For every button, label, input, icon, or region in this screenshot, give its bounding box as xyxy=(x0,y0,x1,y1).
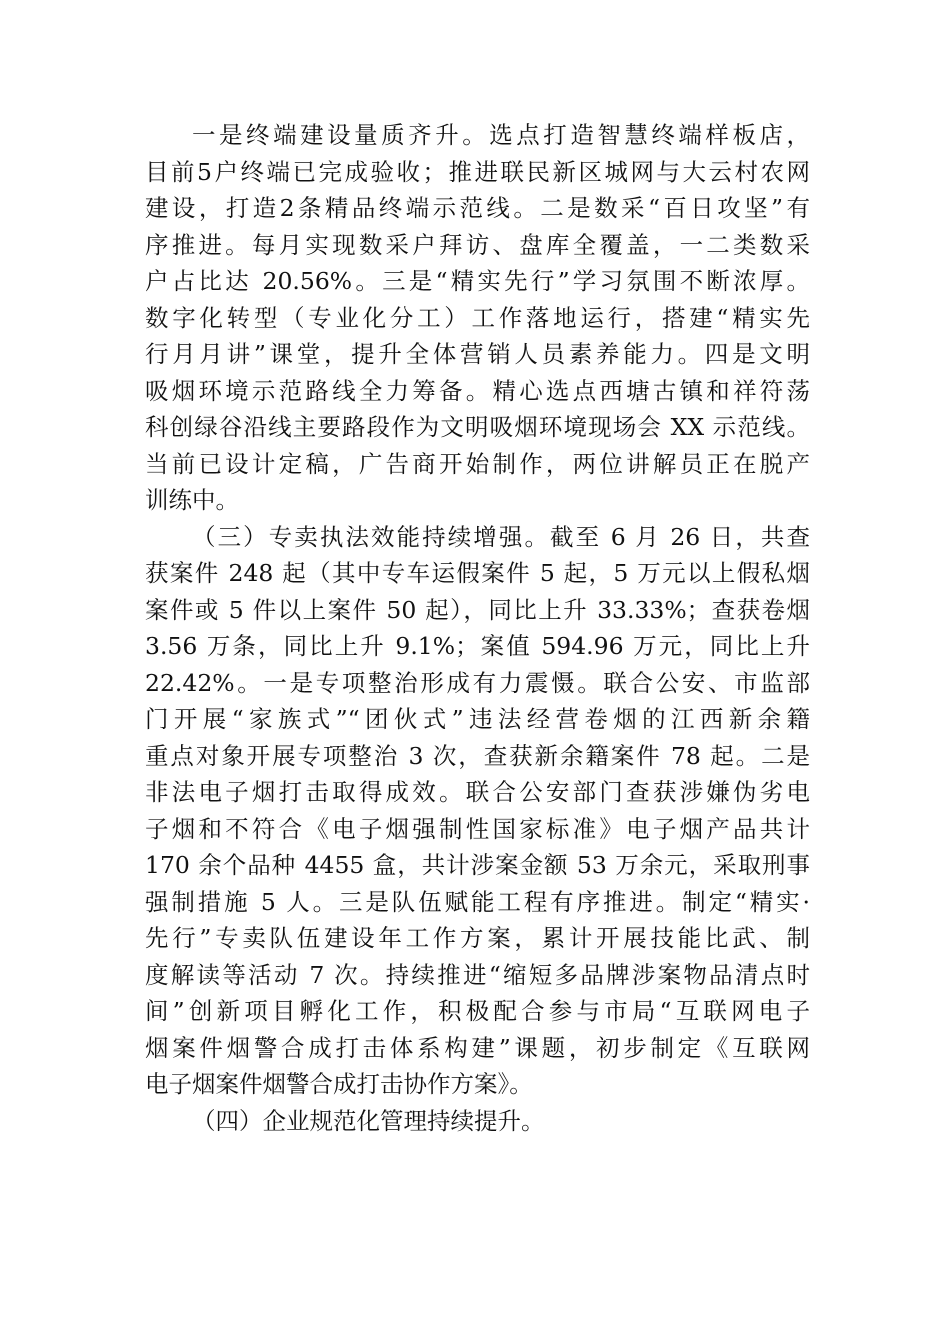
body-text xyxy=(145,117,810,1139)
paragraph-line: 强制措施 5 人。三是队伍赋能工程有序推进。制定“精实· xyxy=(145,887,810,916)
section-heading-line: （四）企业规范化管理持续提升。 xyxy=(192,1106,545,1135)
paragraph-line: 电子烟案件烟警合成打击协作方案》。 xyxy=(145,1070,533,1098)
paragraph-line: 22.42%。一是专项整治形成有力震慑。联合公安、市监部 xyxy=(145,668,810,697)
paragraph-line: 烟案件烟警合成打击体系构建”课题，初步制定《互联网 xyxy=(145,1033,810,1062)
paragraph-line: 子烟和不符合《电子烟强制性国家标准》电子烟产品共计 xyxy=(145,814,810,843)
paragraph-line: 吸烟环境示范路线全力筹备。精心选点西塘古镇和祥符荡 xyxy=(145,376,810,405)
paragraph-line: 170 余个品种 4455 盒，共计涉案金额 53 万余元，采取刑事 xyxy=(145,851,810,879)
paragraph-line: 建设，打造2条精品终端示范线。二是数采“百日攻坚”有 xyxy=(145,194,810,222)
paragraph-line: 度解读等活动 7 次。持续推进“缩短多品牌涉案物品清点时 xyxy=(145,960,810,989)
paragraph-line: 获案件 248 起（其中专车运假案件 5 起，5 万元以上假私烟 xyxy=(145,559,810,587)
paragraph-line: 3.56 万条，同比上升 9.1%；案值 594.96 万元，同比上升 xyxy=(145,632,810,660)
paragraph-line: 行月月讲”课堂，提升全体营销人员素养能力。四是文明 xyxy=(145,340,810,368)
paragraph-line: 当前已设计定稿，广告商开始制作，两位讲解员正在脱产 xyxy=(145,449,810,478)
paragraph-line: 门开展“家族式”“团伙式”违法经营卷烟的江西新余籍 xyxy=(145,705,810,733)
paragraph-line: 户占比达 20.56%。三是“精实先行”学习氛围不断浓厚。 xyxy=(145,267,810,295)
paragraph-line: 重点对象开展专项整治 3 次，查获新余籍案件 78 起。二是 xyxy=(145,741,810,770)
paragraph-line: 案件或 5 件以上案件 50 起），同比上升 33.33%；查获卷烟 xyxy=(145,595,810,624)
paragraph-line: 间”创新项目孵化工作，积极配合参与市局“互联网电子 xyxy=(145,997,810,1025)
paragraph-line: 数字化转型（专业化分工）工作落地运行，搭建“精实先 xyxy=(145,303,810,332)
paragraph-line: 非法电子烟打击取得成效。联合公安部门查获涉嫌伪劣电 xyxy=(145,778,810,806)
paragraph-line: 科创绿谷沿线主要路段作为文明吸烟环境现场会 XX 示范线。 xyxy=(145,413,810,441)
paragraph-line: 一是终端建设量质齐升。选点打造智慧终端样板店， xyxy=(192,121,810,149)
paragraph-line: 先行”专卖队伍建设年工作方案，累计开展技能比武、制 xyxy=(145,924,810,952)
paragraph-line: 序推进。每月实现数采户拜访、盘库全覆盖，一二类数采 xyxy=(145,230,810,259)
paragraph-line: 训练中。 xyxy=(145,486,239,514)
paragraph-line: 目前5户终端已完成验收；推进联民新区城网与大云村农网 xyxy=(145,157,810,186)
section-heading-line: （三）专卖执法效能持续增强。截至 6 月 26 日，共查 xyxy=(192,522,810,551)
